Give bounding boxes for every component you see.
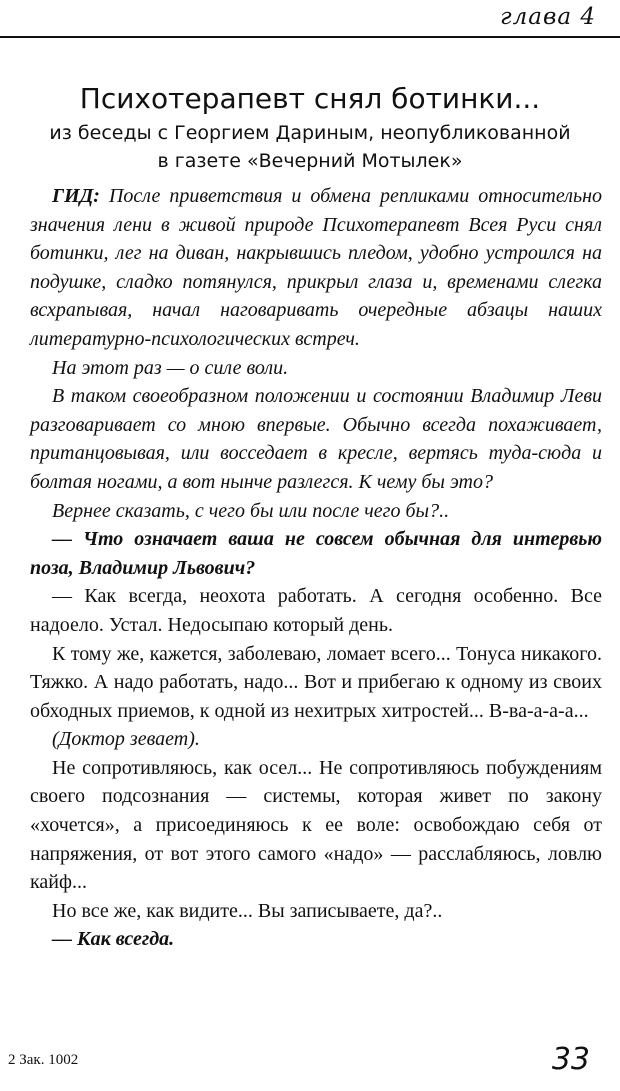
- paragraph-3: В таком своеобразном положении и состоянии Владимир Леви разговаривает со мною впервые. Обычно всегда похаживает, пританцовывая, или восседает в кресле, вертясь туда-сюда и болтая ногами, а вот нынче разлегся. К чему бы это?: [30, 385, 602, 493]
- paragraph-1: [30, 182, 602, 354]
- footer-print-note: 2 Зак. 1002: [8, 1052, 79, 1068]
- paragraph-4: Вернее сказать, с чего бы или после чего бы?..: [52, 499, 450, 522]
- paragraph-9: Не сопротивляюсь, как осел... Не сопротивляюсь побуждениям своего подсознания — системы, которая живет по закону «хочется», а присоединяюсь к ее воле: освобождаю себя от напряжения, от вот этого самого «надо» — расслабляюсь, ловлю кайф...: [30, 756, 602, 894]
- speaker-label: ГИД:: [52, 185, 100, 207]
- page-title: Психотерапевт снял ботинки...: [79, 82, 541, 115]
- question-2: — Как всегда.: [52, 928, 175, 951]
- subtitle-line-2: в газете «Вечерний Мотылек»: [157, 150, 463, 172]
- paragraph-7: К тому же, кажется, заболеваю, ломает всего... Тонуса никакого. Тяжко. А надо работать, надо... Вот и прибегаю к одному из своих обходных приемов, к одной из нехитрых хитростей... В-ва-а-а-а...: [30, 642, 602, 722]
- stage-direction: (Доктор зевает).: [52, 728, 200, 751]
- paragraph-1-text: После приветствия и обмена репликами относительно значения лени в живой природе Психотерапевт Всея Руси снял ботинки, лег на диван, накрывшись пледом, удобно устроился на подушке, сладко потянулся, прикрыл глаза и, временами слегка всхрапывая, начал наговаривать очередные абзацы наших литературно-психологических встреч.: [30, 185, 602, 350]
- running-head: глава 4: [499, 4, 596, 30]
- paragraph-10: Но все же, как видите... Вы записываете, да?..: [52, 899, 443, 922]
- paragraph-2: На этот раз — о силе воли.: [52, 356, 289, 379]
- subtitle-line-1: из беседы с Георгием Дариным, неопубликованной: [49, 122, 571, 144]
- header-rule: [0, 36, 620, 38]
- paragraph-6: — Как всегда, неохота работать. А сегодня особенно. Все надоело. Устал. Недосыпаю который день.: [30, 585, 602, 636]
- body-text: [30, 182, 602, 954]
- question-1: — Что означает ваша не совсем обычная для интервью поза, Владимир Львович?: [30, 528, 602, 579]
- page-number: 33: [551, 1042, 590, 1077]
